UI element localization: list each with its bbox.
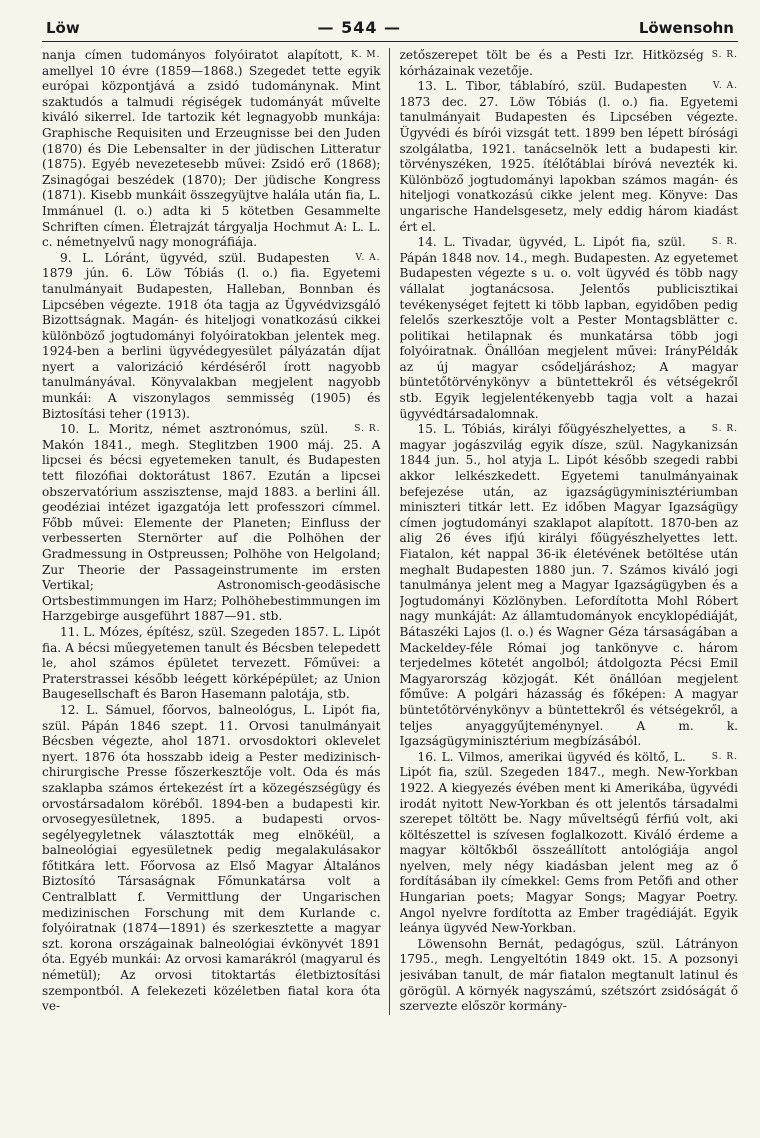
author-signature: V. A. — [355, 252, 381, 263]
entry-paragraph: S. R. 10. L. Moritz, német asztronómus, szül. Makón 1841., megh. Steglitzben 1900 máj. 25. A lipcsei és bécsi egyetemeken tanult, és Budapesten tett filozófiai doktorátust 1867. Ezután a lipcsei obszervatórium asszisztense, majd 1883. a berlini áll. geodéziai intézet igazgatója lett professzori címmel. Főbb művei: Elemente der Planeten; Einfluss der verbesserten Sternörter auf die Polhöhen der Gradmessung in Ostpreussen; Polhöhe von Helgoland; Zur Theorie der Passageinstrumente im ersten Vertikal; Astronomisch-geodäsische Ortsbestimmungen im Harz; Polhöhebestimmungen im Harzgebirge ausgeführt 1887—91. stb. — [42, 422, 381, 624]
author-signature: K. M. — [350, 50, 381, 60]
entry-paragraph: S. R. 16. L. Vilmos, amerikai ügyvéd és költő, L. Lipót fia, szül. Szegeden 1847., megh. New-Yorkban 1922. A kiegyezés évében ment ki Amerikába, ügyvédi irodát nyitott New-Yorkban és ott jelentős társadalmi szerepet töltött be. Nagy műveltségű férfiú volt, aki költészettel is szívesen foglalkozott. Kiváló érdeme a magyar költőkből összeállított antológiája angol nyelven, mely négy kiadásban jelent meg az ő fordításában ily címekkel: Gems from Petőfi and other Hungarian poets; Magyar Songs; Magyar Poetry. Angol nyelvre fordította az Ember tragédiáját. Egyik leánya ügyvéd New-Yorkban. — [399, 749, 738, 936]
left-column — [42, 48, 390, 1015]
author-signature: V. A. — [712, 81, 738, 92]
entry-paragraph: S. R. 15. L. Tóbiás, királyi főügyészhelyettes, a magyar jogászvilág egyik dísze, szül. Nagykanizsán 1844 jun. 5., hol atyja L. Lipót később szegedi rabbi akkor lelkészkedett. Egyetemi tanulmányainak befejezése után, az igazságügyminisztériumban miniszteri titkár lett. Ez időben Magyar Igazságügy címen jogtudományi szaklapot alapított. 1870-ben az alig 26 éves ifjú királyi főügyészhelyettes lett. Fiatalon, két nappal 36-ik életévének betöltése után meghalt Budapesten 1880 jun. 7. Számos kiváló jogi tanulmánya jelent meg a Magyar Igazságügyben és a Jogtudományi Közlönyben. Lefordította Mohl Róbert nagy munkáját: Az államtudományok encyklopédiáját, Bátaszéki Lajos (l. o.) és Wagner Géza társaságában a Mackeldey-féle Római jog tankönyve c. három terjedelmes kötetét angolból; átdolgozta Pécsi Emil Magyarország közjogát. Két önállóan megjelent főműve: A polgári házasság és főképen: A magyar büntetőtörvénykönyv a büntettekről és vétségekről, a teljes anyaggyűjteménynyel. A m. k. Igazságügyminisztérium megbízásából. — [399, 422, 738, 749]
header-right-keyword: Löwensohn — [638, 19, 734, 37]
author-signature: S. R. — [354, 424, 381, 435]
entry-paragraph: 11. L. Mózes, építész, szül. Szegeden 1857. L. Lipót fia. A bécsi műegyetemen tanult és Bécsben telepedett le, ahol számos épületet tervezett. Főművei: a Praterstrassei később leégett körképépület; az Union Baugesellschaft és Baron Hasemann palotája, stb. — [42, 624, 381, 702]
right-column — [400, 48, 739, 1015]
entry-paragraph: V. A. 13. L. Tibor, táblabíró, szül. Budapesten 1873 dec. 27. Löw Tóbiás (l. o.) fia. Egyetemi tanulmányait Budapesten és Lipcsében végezte. Ügyvédi és bírói vizsgát tett. 1899 ben lépett bírósági szolgálatba, 1921. tanácselnök lett a budapesti kir. törvényszéken, 1925. ítélőtáblai bíróvá nevezték ki. Különböző jogtudományi lapokban számos magán- és hiteljogi vonatkozású cikke jelent meg. Könyve: Das ungarische Handelsgesetz, mely eddig három kiadást ért el. — [399, 79, 738, 234]
author-signature: S. R. — [711, 424, 738, 435]
entry-paragraph: Löwensohn Bernát, pedagógus, szül. Látrányon 1795., megh. Lengyeltótin 1849 okt. 15. A pozsonyi jesivában tanult, de már fiatalon megtanult latinul és görögül. A környék nagyszámú, szétszórt zsidóságát ő szervezte először kormány- — [399, 936, 738, 1014]
author-signature: S. R. — [711, 751, 738, 762]
author-signature: S. R. — [711, 50, 738, 60]
entry-paragraph: V. A. 9. L. Lóránt, ügyvéd, szül. Budapesten 1879 jún. 6. Löw Tóbiás (l. o.) fia. Egyetemi tanulmányait Budapesten, Halleban, Bonnban és Lipcsében végezte. 1918 óta tagja az Ügyvédvizsgáló Bizottságnak. Magán- és hiteljogi vonatkozású cikkei különböző jogtudományi folyóiratokban jelentek meg. 1924-ben a berlini ügyvédegyesület pályázatán díjat nyert a valorizáció kérdéséről írott nagyobb tanulmányával. Könyvalakban megjelent nagyobb munkái: A viszonylagos semmisség (1905) és Biztosítási teher (1913). — [42, 250, 381, 421]
page-number: — 544 — — [317, 18, 402, 37]
page-header — [42, 18, 738, 42]
entry-paragraph: S. R. 14. L. Tivadar, ügyvéd, L. Lipót fia, szül. Pápán 1848 nov. 14., megh. Budapesten. Az egyetemet Budapesten végezte s u. o. volt ügyvéd és több nagy vállalat jogtanácsosa. Jelentős publicisztikai tevékenységet fejtett ki több lapban, egyidőben pedig felelős szerkesztője volt a Pester Montagsblätter c. politikai hetilapnak és munkatársa több jogi folyóiratnak. Önállóan megjelent művei: IrányPéldák az új magyar csődeljáráshoz; A magyar büntetőtörvénykönyv a büntettekről és vétségekről stb. Egyik legjelentékenyebb tagja volt a hazai ügyvédtársadalomnak. — [399, 235, 738, 421]
author-signature: S. R. — [711, 237, 738, 248]
entry-paragraph: K. M. nanja címen tudományos folyóiratot alapított, amellyel 10 évre (1859—1868.) Szegedet tette egyik európai központjává a zsidó tudománynak. Mint szaktudós a talmudi régiségek tudományát művelte kiváló sikerrel. Ide tartozik két legnagyobb munkája: Graphische Requisiten und Erzeugnisse bei den Juden (1870) és Die Lebensalter in der jüdischen Litteratur (1875). Egyéb nevezetesebb művei: Zsidó erő (1868); Zsinagógai beszédek (1870); Der jüdische Kongress (1871). Kisebb munkáit összegyüjtve halála után fia, L. Immánuel (l. o.) adta ki 5 kötetben Gesammelte Schriften címen. Életrajzát tárgyalja Hochmut A: L. L. c. németnyelvű nagy monográfiája. — [42, 48, 381, 250]
text-columns — [42, 48, 738, 1015]
entry-paragraph: S. R. zetőszerepet tölt be és a Pesti Izr. Hitközség kórházainak vezetője. — [399, 48, 738, 78]
entry-paragraph: 12. L. Sámuel, főorvos, balneológus, L. Lipót fia, szül. Pápán 1846 szept. 11. Orvosi tanulmányait Bécsben végezte, ahol 1871. orvosdoktori oklevelet nyert. 1876 óta hosszabb ideig a Pester medizinisch-chirurgische Presse főszerkesztője volt. Oda és más szaklapba számos értekezést írt a közegészségügy és orvostársadalom köréből. 1894-ben a budapesti kir. orvosegyesületnek, 1895. a budapesti orvos-segélyegyletnek választották meg elnökéül, a balneológiai egyesületnek pedig megalakulásakor főtitkára lett. Főorvosa az Első Magyar Általános Biztosító Társaságnak Főmunkatársa volt a Centralblatt f. Vermittlung der Ungarischen medizinischen Forschung mit dem Kurlande c. folyóiratnak (1874—1891) és szerkesztette a magyar szt. korona országainak balneológiai évkönyvét 1891 óta. Egyéb munkái: Az orvosi kamarákról (magyarul és németül); Az orvosi titoktartás életbiztosítási szempontból. A felekezeti közéletben fiatal kora óta ve- — [42, 702, 381, 1014]
header-left-keyword: Löw — [46, 19, 80, 37]
